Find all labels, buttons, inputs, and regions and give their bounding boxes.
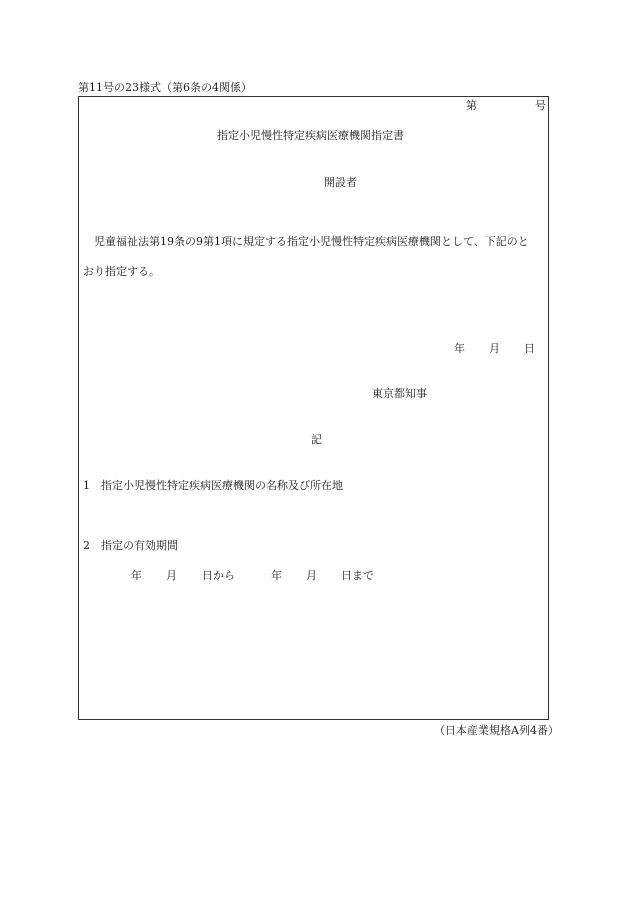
addressee-label: 開設者 bbox=[324, 176, 357, 189]
period-to-day: 日まで bbox=[341, 569, 374, 582]
period-from-year: 年 bbox=[131, 569, 142, 582]
item-1-name-and-address: 1 指定小児慢性特定疾病医療機関の名称及び所在地 bbox=[83, 479, 343, 492]
date-year: 年 bbox=[454, 342, 465, 355]
issuer-name: 東京都知事 bbox=[372, 387, 427, 400]
period-from-month: 月 bbox=[166, 569, 177, 582]
period-from-day: 日から bbox=[202, 569, 235, 582]
body-text-line-2: おり指定する。 bbox=[83, 265, 160, 278]
date-month: 月 bbox=[489, 342, 500, 355]
period-to-month: 月 bbox=[306, 569, 317, 582]
ki-heading: 記 bbox=[311, 433, 322, 446]
issue-number-prefix: 第 bbox=[466, 99, 477, 112]
form-frame bbox=[78, 96, 549, 720]
form-number: 第11号の23様式（第6条の4関係） bbox=[78, 81, 252, 94]
issue-number-suffix: 号 bbox=[535, 99, 546, 112]
item-2-valid-period: 2 指定の有効期間 bbox=[83, 539, 178, 552]
body-text-line-1: 児童福祉法第19条の9第1項に規定する指定小児慢性特定疾病医療機関として、下記のと bbox=[94, 235, 529, 248]
date-day: 日 bbox=[524, 342, 535, 355]
period-to-year: 年 bbox=[271, 569, 282, 582]
paper-size-note: （日本産業規格A列4番） bbox=[434, 724, 559, 737]
document-title: 指定小児慢性特定疾病医療機関指定書 bbox=[217, 129, 404, 142]
